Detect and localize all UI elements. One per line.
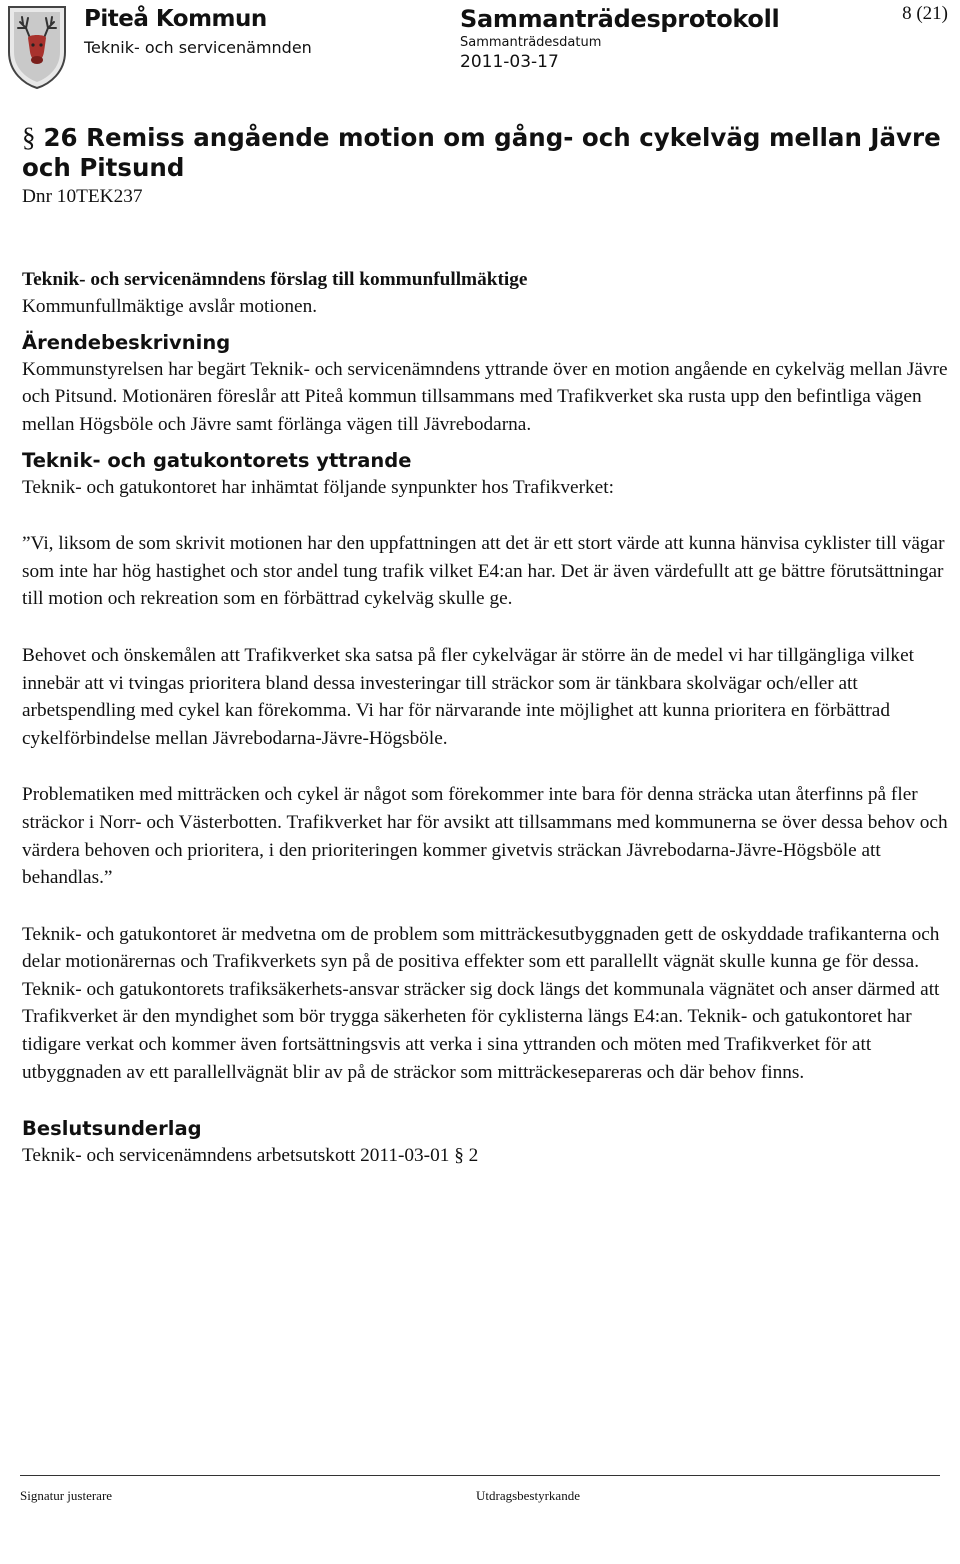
footer-divider [20, 1475, 940, 1476]
signature-field[interactable] [140, 1482, 460, 1504]
case-title-text: 26 Remiss angående motion om gång- och cykelväg mellan Jävre och Pitsund [22, 123, 941, 182]
quote-paragraph-1: ”Vi, liksom de som skrivit motionen har den uppfattningen att det är ett stort värde att kunna hänvisa cyklister till vägar som inte har hög hastighet och stor andel tung trafik vilket E4:an har. Det är även värdefullt att ge bättre förutsättningar till motion och rekreation som en förbättrad cykelväg skulle ge. [22, 533, 945, 610]
basis-text [22, 1142, 952, 1170]
basis-section-sign: § [454, 1145, 464, 1167]
extract-certification-label: Utdragsbestyrkande [476, 1488, 580, 1503]
meeting-date-label: Sammanträdesdatum [460, 35, 602, 50]
basis-document: Teknik- och servicenämndens arbetsutskott 2011-03-01 [22, 1145, 450, 1167]
organization-unit: Teknik- och servicenämnden [84, 38, 312, 57]
statement-intro: Teknik- och gatukontoret har inhämtat följande synpunkter hos Trafikverket: [22, 476, 614, 498]
quote-paragraph-3: Problematiken med mitträcken och cykel är något som förekommer inte bara för denna sträcka utan återfinns på fler sträckor i Norr- och Västerbotten. Trafikverket har för avsikt att tillsammans med kommunerna se över dessa behov och värdera behoven och prioritera, i den prioriteringen kommer givetvis sträckan Jävrebodarna-Jävre-Högsböle att behandlas.” [22, 784, 948, 889]
case-dnr: Dnr 10TEK237 [22, 186, 143, 207]
basis-heading: Beslutsunderlag [22, 1117, 202, 1141]
reindeer-coat-of-arms-icon [6, 4, 68, 90]
protocol-body [22, 122, 952, 1170]
organization-name: Piteå Kommun [84, 6, 267, 32]
section-sign: § [22, 122, 36, 152]
meeting-date: 2011-03-17 [460, 52, 559, 72]
case-title [22, 122, 952, 183]
description-text: Kommunstyrelsen har begärt Teknik- och servicenämndens yttrande över en motion angående en cykelväg mellan Jävre och Pitsund. Motionären föreslår att Piteå kommun tillsammans med Trafikverket ska rusta upp den befintliga vägen mellan Högsböle och Jävre samt förlänga vägen till Jävrebodarna. [22, 358, 948, 435]
quote-paragraph-2: Behovet och önskemålen att Trafikverket ska satsa på fler cykelvägar är större än de medel vi har tillgängliga vilket innebär att vi tvingas prioritera bland dessa investeringar till sträckor som är tänkbara skolvägar och/eller att arbetspendling med cykel kan förekomma. Vi har för närvarande inte möjlighet att kunna prioritera en förbättrad cykelförbindelse mellan Jävrebodarna-Jävre-Högsböle. [22, 644, 914, 749]
proposal-heading: Teknik- och servicenämndens förslag till kommunfullmäktige [22, 268, 528, 290]
page-number: 8 (21) [902, 3, 948, 24]
basis-section-number: 2 [468, 1145, 479, 1167]
proposal-text: Kommunfullmäktige avslår motionen. [22, 296, 318, 318]
statement-conclusion: Teknik- och gatukontoret är medvetna om de problem som mitträckesutbyggnaden gett de oskyddade trafikanterna och delar motionärernas och Trafikverkets syn på de positiva effekter som ett parallellt vägnät skulle kunna ge för dessa. Teknik- och gatukontorets trafiksäkerhets-ansvar sträcker sig dock längs det kommunala vägnätet och anser därmed att Trafikverket är den myndighet som bör trygga säkerheten för cyklisterna längs E4:an. Teknik- och gatukontoret har tidigare verkat och kommer även fortsättningsvis att verka i sina yttranden och möten med Trafikverket för att utbyggnaden av ett parallellvägnät blir av på de sträckor som mitträckesepareras och där behov finns. [22, 923, 940, 1083]
signature-label: Signatur justerare [20, 1488, 113, 1503]
description-heading: Ärendebeskrivning [22, 330, 231, 354]
document-type: Sammanträdesprotokoll [460, 5, 780, 33]
statement-heading: Teknik- och gatukontorets yttrande [22, 448, 412, 472]
